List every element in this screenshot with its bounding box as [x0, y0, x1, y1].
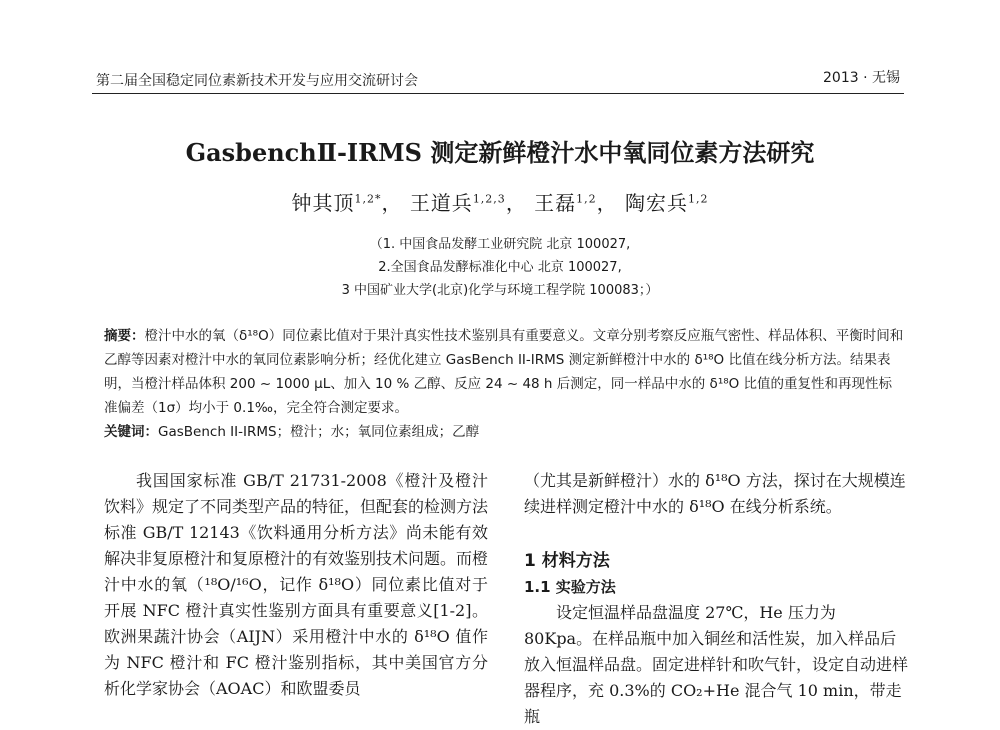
author-affil: 1,2,3: [472, 192, 506, 206]
method-paragraph: 设定恒温样品盘温度 27℃，He 压力为 80Kpa。在样品瓶中加入铜丝和活性炭，加入样品后放入恒温样品盘。固定进样针和吹气针，设定自动进样器程序，充 0.3%的 CO₂+He 混合气 10 min，带走瓶: [524, 603, 909, 726]
left-column: [104, 468, 488, 702]
author-name: 王道兵: [409, 191, 473, 215]
author-affil: 1,2*: [354, 192, 382, 206]
affiliation-2: 2.全国食品发酵标准化中心 北京 100027,: [378, 260, 622, 275]
paper-title: GasbenchⅡ-IRMS 测定新鲜橙汁水中氧同位素方法研究: [185, 138, 815, 167]
author-affil: 1,2: [688, 192, 709, 206]
affiliation-3: 3 中国矿业大学(北京)化学与环境工程学院 100083；）: [341, 283, 659, 298]
affiliation-1: （1. 中国食品发酵工业研究院 北京 100027,: [369, 237, 631, 252]
abstract-label: 摘要：: [104, 328, 145, 344]
author-name: 钟其顶: [291, 191, 355, 215]
author-name: 王磊: [534, 191, 577, 215]
section-heading: 1 材料方法: [524, 551, 610, 571]
right-column: [524, 468, 908, 730]
intro-continuation: （尤其是新鲜橙汁）水的 δ¹⁸O 方法，探讨在大规模连续进样测定橙汁中水的 δ¹⁸O 在线分析系统。: [524, 471, 906, 516]
header-rule: [92, 93, 904, 94]
keywords: [104, 420, 479, 440]
author-list: 钟其顶$^{1,2*}$， 王道兵$^{1,2,3}$， 王磊$^{1,2}$， 陶宏兵$^{1,2}$: [291, 191, 709, 215]
running-header-conference: 第二届全国稳定同位素新技术开发与应用交流研讨会: [96, 73, 418, 89]
subsection-heading: 1.1 实验方法: [524, 578, 616, 596]
intro-paragraph: 我国国家标准 GB/T 21731-2008《橙汁及橙汁饮料》规定了不同类型产品的特征，但配套的检测方法标准 GB/T 12143《饮料通用分析方法》尚未能有效解决非复原橙汁和复原橙汁的有效鉴别技术问题。而橙汁中水的氧（¹⁸O/¹⁶O，记作 δ¹⁸O）同位素比值对于开展 NFC 橙汁真实性鉴别方面具有重要意义[1-2]。欧洲果蔬汁协会（AIJN）采用橙汁中水的 δ¹⁸O 值作为 NFC 橙汁和 FC 橙汁鉴别指标，其中美国官方分析化学家协会（AOAC）和欧盟委员: [104, 471, 489, 698]
author-name: 陶宏兵: [625, 191, 689, 215]
abstract: [104, 324, 904, 420]
keywords-text: GasBench II-IRMS；橙汁；水；氧同位素组成；乙醇: [158, 424, 480, 440]
author-affil: 1,2: [576, 192, 597, 206]
keywords-label: 关键词：: [104, 424, 158, 440]
abstract-text: 橙汁中水的氧（δ¹⁸O）同位素比值对于果汁真实性技术鉴别具有重要意义。文章分别考察反应瓶气密性、样品体积、平衡时间和乙醇等因素对橙汁中水的氧同位素影响分析；经优化建立 GasBench II-IRMS 测定新鲜橙汁中水的 δ¹⁸O 比值在线分析方法。结果表明，当橙汁样品体积 200 ~ 1000 μL、加入 10 % 乙醇、反应 24 ~ 48 h 后测定，同一样品中水的 δ¹⁸O 比值的重复性和再现性标准偏差（1σ）均小于 0.1‰，完全符合测定要求。: [104, 328, 904, 416]
running-header-year: 2013 · 无锡: [823, 70, 900, 86]
